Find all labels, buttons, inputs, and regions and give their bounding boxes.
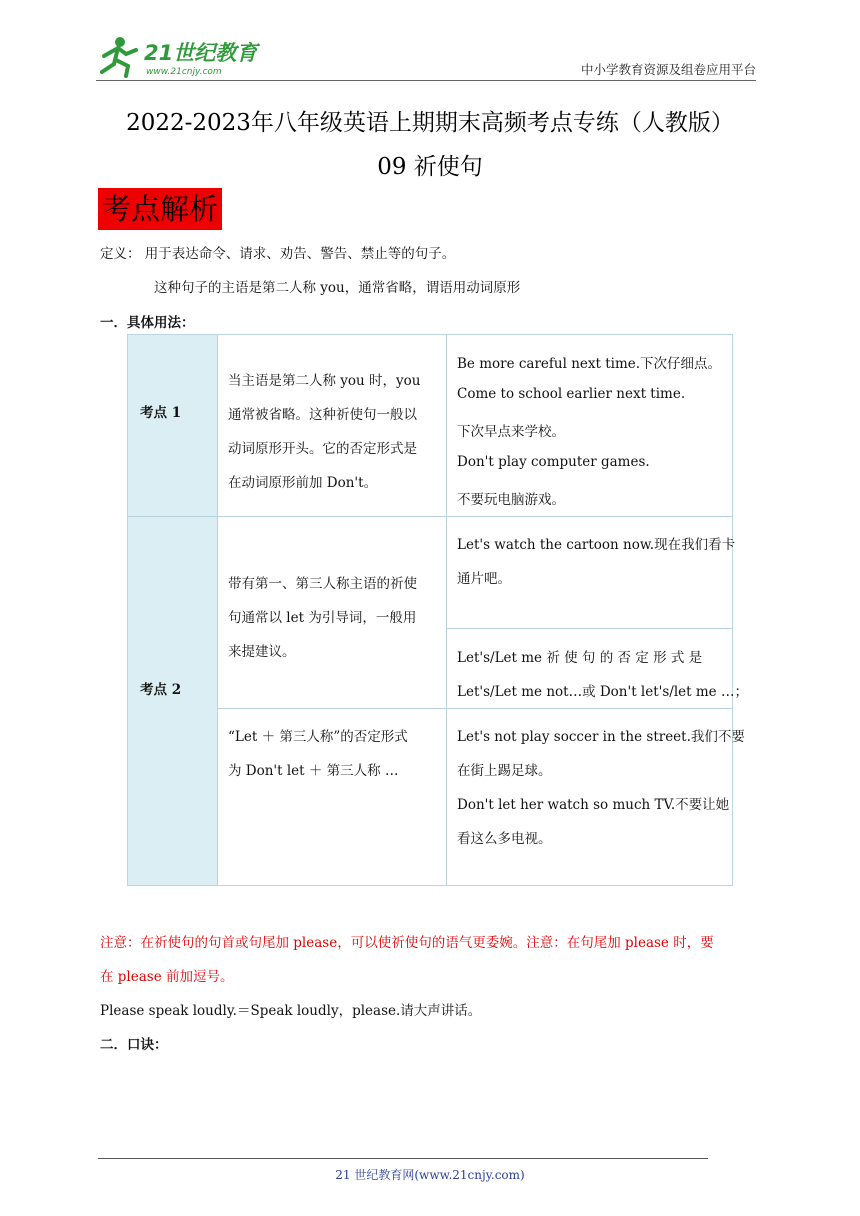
row2-negative-form-line: Let's/Let me not…或 Don't let's/let me …； bbox=[457, 684, 748, 700]
row1-rule-line: 动词原形开头。它的否定形式是 bbox=[228, 441, 417, 457]
logo bbox=[96, 34, 266, 80]
definition-line-1: 定义： 用于表达命令、请求、劝告、警告、禁止等的句子。 bbox=[100, 246, 456, 262]
logo-text: 21世纪教育 bbox=[144, 41, 258, 65]
row2-example-line: 通片吧。 bbox=[457, 571, 511, 587]
row2-rule-b-line: 为 Don't let ＋ 第三人称 … bbox=[228, 763, 399, 779]
logo-url: www.21cnjy.com bbox=[146, 67, 222, 77]
row2-rule-line: 带有第一、第三人称主语的祈使 bbox=[228, 576, 417, 592]
page-subtitle: 09 祈使句 bbox=[377, 154, 483, 180]
row1-label: 考点 1 bbox=[140, 405, 182, 421]
row2-negative-form-line: Let's/Let me 祈 使 句 的 否 定 形 式 是 bbox=[457, 650, 703, 666]
definition-line-2: 这种句子的主语是第二人称 you，通常省略，谓语用动词原形 bbox=[154, 280, 521, 296]
usage-table bbox=[127, 334, 748, 886]
footer-divider bbox=[98, 1158, 708, 1159]
please-example: Please speak loudly.＝Speak loudly，please.请大声讲话。 bbox=[100, 1003, 482, 1019]
section-banner: 考点解析 bbox=[98, 188, 222, 230]
row1-example-line: 不要玩电脑游戏。 bbox=[457, 492, 565, 508]
header-divider bbox=[96, 80, 756, 81]
row2-rule-line: 来提建议。 bbox=[228, 644, 296, 660]
row1-example-line: Come to school earlier next time. bbox=[457, 386, 686, 402]
row2-rule-b-line: “Let ＋ 第三人称”的否定形式 bbox=[228, 729, 408, 745]
row1-example-line: Don't play computer games. bbox=[457, 454, 650, 470]
row1-rule-line: 在动词原形前加 Don't。 bbox=[228, 475, 378, 491]
section-heading-mnemonic: 二．口诀： bbox=[100, 1037, 168, 1053]
row2-example-c-line: Let's not play soccer in the street.我们不要 bbox=[457, 729, 745, 745]
note-line-1: 注意：在祈使句的句首或句尾加 please，可以使祈使句的语气更委婉。注意：在句尾加 please 时，要 bbox=[100, 935, 714, 951]
row1-example-line: Be more careful next time.下次仔细点。 bbox=[457, 356, 722, 372]
row2-example-c-line: 看这么多电视。 bbox=[457, 831, 552, 847]
row2-rule-line: 句通常以 let 为引导词，一般用 bbox=[228, 610, 417, 626]
row2-example-c-line: 在街上踢足球。 bbox=[457, 763, 552, 779]
row2-label: 考点 2 bbox=[140, 682, 182, 698]
row1-example-line: 下次早点来学校。 bbox=[457, 424, 565, 440]
note-line-2: 在 please 前加逗号。 bbox=[100, 969, 234, 985]
row2-example-line: Let's watch the cartoon now.现在我们看卡 bbox=[457, 537, 736, 553]
platform-name: 中小学教育资源及组卷应用平台 bbox=[580, 62, 756, 77]
footer-link[interactable]: 21 世纪教育网(www.21cnjy.com) bbox=[335, 1168, 525, 1182]
section-heading-usage: 一．具体用法： bbox=[100, 315, 195, 331]
page-title: 2022-2023年八年级英语上期期末高频考点专练（人教版） bbox=[126, 110, 734, 136]
row1-rule-line: 通常被省略。这种祈使句一般以 bbox=[228, 407, 417, 423]
logo-runner-icon bbox=[96, 34, 266, 80]
row2-example-c-line: Don't let her watch so much TV.不要让她 bbox=[457, 797, 730, 813]
row1-rule-line: 当主语是第二人称 you 时，you bbox=[228, 373, 421, 389]
